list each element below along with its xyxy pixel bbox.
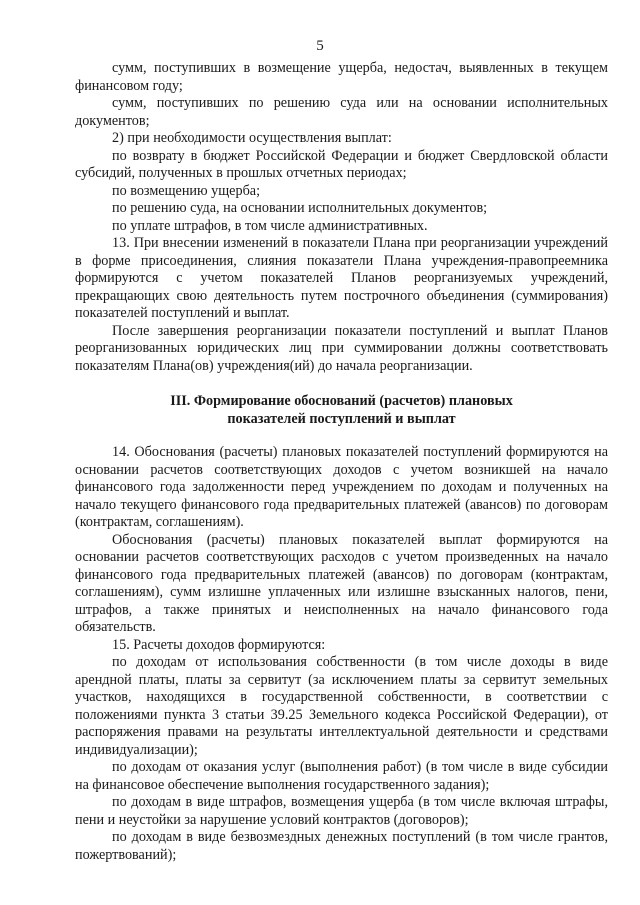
paragraph: После завершения реорганизации показатели поступлений и выплат Планов реорганизованных юридических лиц при суммировании должны соответствовать показателям Плана(ов) учреждения(ий) до начала реорганизации.: [75, 322, 608, 374]
section-heading-line-1: III. Формирование обоснований (расчетов) плановых: [170, 393, 513, 409]
document-body: [75, 60, 608, 864]
paragraph: по возмещению ущерба;: [112, 182, 261, 199]
paragraph-item-13: 13. При внесении изменений в показатели Плана при реорганизации учреждений в форме присоединения, слияния показатели Плана учреждения-правопреемника формируются с учетом показателей Планов реорганизуемых учреждений, прекращающих свою деятельность путем построчного объединения (суммирования) показателей поступлений и выплат.: [75, 235, 608, 321]
paragraph: 2) при необходимости осуществления выплат:: [112, 130, 392, 146]
paragraph: Обоснования (расчеты) плановых показателей выплат формируются на основании расчетов соответствующих расходов с учетом произведенных на начало финансового года предварительных платежей (авансов) по договорам (контрактам, соглашениям), сумм излишне уплаченных или излишне взысканных налогов, пени, штрафов, а также принятых и неисполненных на начало финансового года обязательств.: [75, 531, 608, 635]
section-heading: [75, 393, 608, 428]
paragraph: по уплате штрафов, в том числе административных.: [112, 217, 428, 234]
page-number: 5: [316, 38, 324, 54]
paragraph: сумм, поступивших по решению суда или на основании исполнительных документов;: [75, 95, 608, 129]
paragraph: по возврату в бюджет Российской Федерации и бюджет Свердловской области субсидий, полученных в прошлых отчетных периодах;: [75, 147, 608, 181]
paragraph: по решению суда, на основании исполнительных документов;: [112, 200, 488, 216]
paragraph-item-15: 15. Расчеты доходов формируются:: [112, 636, 326, 653]
paragraph: по доходам в виде безвозмездных денежных поступлений (в том числе грантов, пожертвований);: [75, 829, 608, 863]
section-heading-line-2: показателей поступлений и выплат: [227, 410, 456, 427]
paragraph: по доходам от использования собственности (в том числе доходы в виде арендной платы, платы за сервитут (за исключением платы за сервитут земельных участков, находящихся в государственной собственности, в соответствии с положениями пункта 3 статьи 39.25 Земельного кодекса Российской Федерации), от распоряжения правами на результаты интеллектуальной деятельности и средствами индивидуализации);: [75, 654, 608, 758]
paragraph: по доходам от оказания услуг (выполнения работ) (в том числе в виде субсидии на финансовое обеспечение выполнения государственного задания);: [75, 759, 608, 793]
paragraph-item-14: 14. Обоснования (расчеты) плановых показателей поступлений формируются на основании расчетов соответствующих доходов с учетом возникшей на начало финансового года задолженности перед учреждением по доходам и полученных на начало текущего финансового года предварительных платежей (авансов) по договорам (контрактам, соглашениям).: [75, 444, 608, 530]
paragraph: сумм, поступивших в возмещение ущерба, недостач, выявленных в текущем финансовом году;: [75, 60, 608, 94]
paragraph: по доходам в виде штрафов, возмещения ущерба (в том числе включая штрафы, пени и неустойки за нарушение условий контрактов (договоров);: [75, 794, 608, 828]
